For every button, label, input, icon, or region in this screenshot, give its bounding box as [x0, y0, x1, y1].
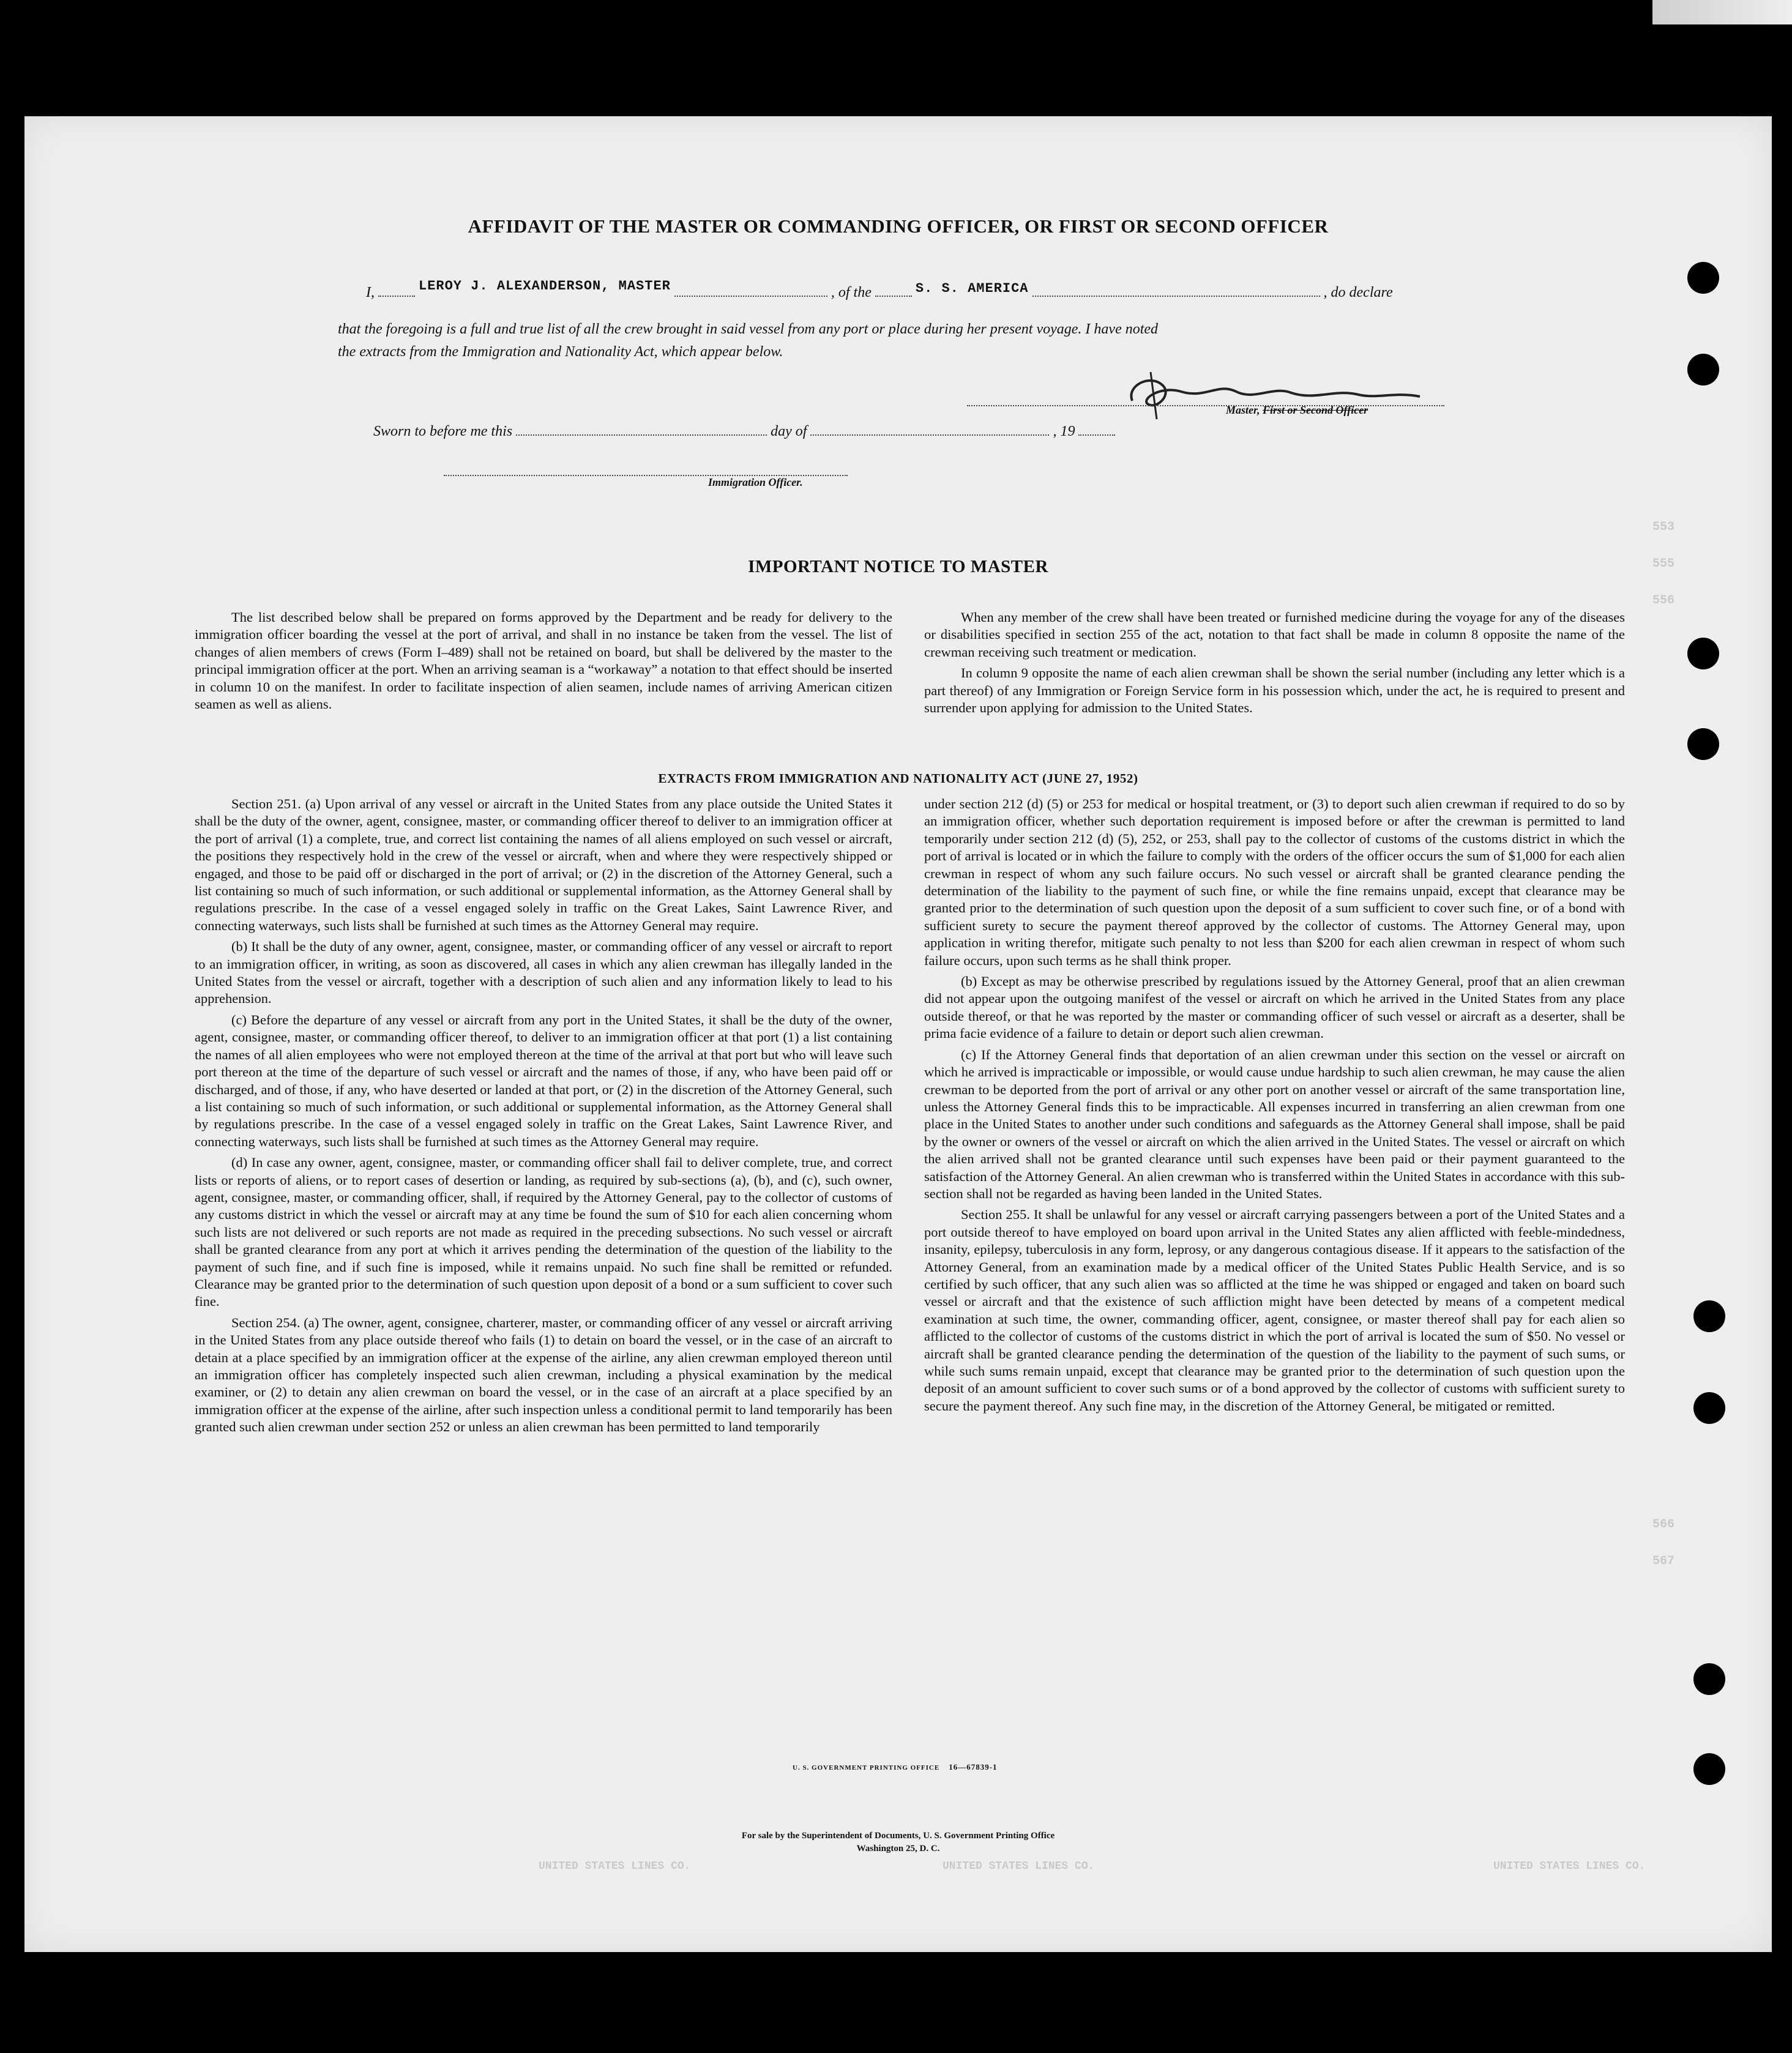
section-251c: (c) Before the departure of any vessel or aircraft from any port in the United States, it shall be the duty of the owner, agent, consignee, master, or commanding officer thereof, to deliver to an immigration officer at that port (1) a list containing the names of all alien employees who were not employed thereon at the time of the arrival at that port but who will leave such port thereon at the time of the departure of such vessel or aircraft and the names of those, if any, who have been paid off or discharged, and of those, if any, who have deserted or landed at that port, or (2) in the discretion of the Attorney General, such a list containing so much of such information, or such additional or supplemental information, as the Attorney General shall by regulations prescribe. In the case of a vessel engaged solely in traffic on the Great Lakes, Saint Lawrence River, and connecting waterways, such lists shall be furnished at such times as the Attorney General may require.	[195, 1012, 892, 1149]
master-name-field: LEROY J. ALEXANDERSON, MASTER	[419, 278, 671, 294]
punch-hole	[1687, 638, 1719, 669]
affidavit-title: AFFIDAVIT OF THE MASTER OR COMMANDING OFFICER, OR FIRST OR SECOND OFFICER	[468, 215, 1329, 237]
do-declare-label: , do declare	[1323, 285, 1393, 300]
statement-line-2: the extracts from the Immigration and Nationality Act, which appear below.	[338, 344, 783, 360]
notice-paragraph: The list described below shall be prepared on forms approved by the Department and be ready for delivery to the immigration officer boarding the vessel at the port of arrival, and shall in no instance be taken from the vessel. The list of changes of alien members of crews (Form I–489) shall not be retained on board, but shall be delivered by the master to the principal immigration officer at the port. When an arriving seaman is a “workaway” a notation to that effect should be inserted in column 10 on the manifest. In order to facilitate inspection of alien seamen, include names of arriving American citizen seamen as well as aliens.	[195, 609, 892, 712]
section-251d: (d) In case any owner, agent, consignee, master, or commanding officer shall fail to deliver complete, true, and correct lists or reports of aliens, or to report cases of desertion or landing, as required by sub-sections (a), (b), and (c), such owner, agent, consignee, master, or commanding officer, shall, if required by the Attorney General, pay to the collector of customs of any customs district in which the vessel or aircraft may at any time be found the sum of $10 for each alien concerning whom such lists are not delivered or such reports are not made as required in the preceding subsections. No such vessel or aircraft shall be granted clearance from any port at which it arrives pending the determination of the question of the liability to the payment of such fine, and if such fine is imposed, while it remains unpaid. No such fine shall be remitted or refunded. Clearance may be granted prior to the determination of such question upon deposit of a bond or a sum sufficient to cover such fine.	[195, 1155, 892, 1310]
gpo-imprint: U. S. GOVERNMENT PRINTING OFFICE 16—67839-1	[793, 1762, 998, 1772]
notice-left-column	[195, 609, 892, 717]
scan-edge-strip	[1652, 0, 1792, 24]
section-254c: (c) If the Attorney General finds that deportation of an alien crewman under this section on the vessel or aircraft on which he arrived is impracticable or impossible, or would cause undue hardship to such alien crewman, he may cause the alien crewman to be deported from the port of arrival or any other port on another vessel or aircraft of the same transportation line, unless the Attorney General finds this to be impracticable. All expenses incurred in transferring an alien crewman from one place in the United States to another under such conditions and safeguards as the Attorney General shall impose, shall be paid by the owner or owners of the vessel or aircraft on which the alien arrived in the United States. The vessel or aircraft on which the alien arrived shall not be granted clearance until such expenses have been paid or their payment guaranteed to the satisfaction of the Attorney General. An alien crewman who is transferred within the United States in accordance with this sub-section shall not be regarded as having been landed in the United States.	[924, 1046, 1625, 1201]
notice-title: IMPORTANT NOTICE TO MASTER	[748, 557, 1048, 576]
section-255: Section 255. It shall be unlawful for any vessel or aircraft carrying passengers between a port of the United States and a port outside thereof to have employed on board upon arrival in the United States any alien afflicted with feeble-mindedness, insanity, epilepsy, tuberculosis in any form, leprosy, or any dangerous contagious disease. If it appears to the satisfaction of the Attorney General, from an examination made by a medical officer of the United States Public Health Service, and is so certified by such officer, that any such alien was so afflicted at the time he was shipped or engaged and taken on board such vessel or aircraft and that the existence of such affliction might have been detected by means of a competent medical examination at such time, the owner, commanding officer, agent, consignee, or master thereof shall pay for each alien so afflicted to the collector of customs of the customs district in which the port of arrival is located the sum of $50. No vessel or aircraft shall be granted clearance pending the determination of the question of the liability to the payment of such sums, or while such sums remain unpaid, except that clearance may be granted prior to the determination of such question upon the deposit of an amount sufficient to cover such sums or of a bond approved by the collector of customs with sufficient surety to secure the payment thereof. Any such fine may, in the discretion of the Attorney General, be mitigated or remitted.	[924, 1207, 1625, 1414]
extracts-right-column	[924, 795, 1625, 1418]
declaration-line	[366, 278, 1393, 301]
section-254a: Section 254. (a) The owner, agent, consignee, charterer, master, or commanding officer of any vessel or aircraft arriving in the United States from any place outside thereof who fails (1) to detain on board the vessel, or in the case of an aircraft to detain at a place specified by an immigration officer at the expense of the airline, any alien crewman employed thereon until an immigration officer has completely inspected such alien crewman, including a physical examination by the medical examiner, or (2) to detain any alien crewman on board the vessel, or in the case of an aircraft at a place specified by an immigration officer at the expense of the airline, after such inspection unless a conditional permit to land temporarily has been granted such alien crewman under section 252 or unless an alien crewman has been permitted to land temporarily	[195, 1314, 892, 1435]
sworn-line	[373, 423, 1115, 440]
i-label: I,	[366, 285, 375, 300]
extracts-title: EXTRACTS FROM IMMIGRATION AND NATIONALITY ACT (JUNE 27, 1952)	[658, 771, 1138, 786]
statement-line-1: that the foregoing is a full and true list of all the crew brought in said vessel from any port or place during her present voyage. I have noted	[338, 321, 1159, 337]
master-signature-label: Master, First or Second Officer	[1226, 404, 1368, 416]
section-251b: (b) It shall be the duty of any owner, agent, consignee, master, or commanding officer of any vessel or aircraft to report to an immigration officer, in writing, as soon as discovered, all cases in which any alien crewman has illegally landed in the United States from the vessel or aircraft, together with a description of such alien and any information likely to lead to his apprehension.	[195, 939, 892, 1007]
extracts-left-column	[195, 795, 892, 1440]
section-254a-continued: under section 212 (d) (5) or 253 for medical or hospital treatment, or (3) to deport such alien crewman if required to do so by an immigration officer, whether such deportation requirement is imposed before or after the crewman is permitted to land temporarily under section 212 (d) (5), 252, or 253, shall pay to the collector of customs of the customs district in which the port of arrival is located or in which the failure to comply with the orders of the officer occurs the sum of $1,000 for each alien crewman in respect of whom any such failure occurs. No such vessel or aircraft shall be granted clearance pending the determination of the liability to the payment of such fine, or while the fine remains unpaid, except that clearance may be granted prior to the determination of such question upon the deposit of a sum sufficient to cover such fine, or of a bond with sufficient surety to secure the payment thereof approved by the collector of customs. The Attorney General may, upon application in writing therefor, mitigate such penalty to not less than $200 for each alien crewman in respect of whom such failure occurs, upon such terms as he shall think proper.	[924, 796, 1625, 968]
punch-hole	[1693, 1753, 1725, 1785]
vessel-name-field: S. S. AMERICA	[915, 281, 1029, 296]
immigration-officer-label: Immigration Officer.	[708, 476, 803, 488]
sworn-label: Sworn to before me this	[373, 423, 513, 439]
form-number: 16—67839-1	[949, 1762, 998, 1772]
of-the-label: , of the	[831, 285, 872, 300]
notice-paragraph: When any member of the crew shall have been treated or furnished medicine during the voyage for any of the diseases or disabilities specified in section 255 of the act, notation to that fact shall be made in column 8 opposite the name of the crewman receiving such treatment or medication.	[924, 609, 1625, 660]
document-page: 553 555 556 566 567 AFFIDAVIT OF THE MASTER OR COMMANDING OFFICER, OR FIRST OR SECOND OFFICER I, LEROY J. ALEXANDERSON, MASTER , of the S. S. AMERICA , do declare that the foregoing is a full and true list of all the crew brought in said vessel from any port or place during her present voyage. I have noted the extracts from the Immigration and Nationality Act, which appear below. Master, First or Second Officer Sworn to before me this day of , 19 Immigration Officer. IMPORTANT NOTICE TO MASTER The list described below shall be prepared on forms approved by the Department and be ready for delivery to the immigration officer boarding the vessel at the port of arrival, and shall in no instance be taken from the vessel. The list of changes of alien members of crews (Form I–489) shall not be retained on board, but shall be delivered by the master to the principal immigration officer at the port. When an arriving seaman is a “workaway” a notation to that effect should be inserted in column 10 on the manifest. In order to facilitate inspection of alien seamen, include names of arriving American citizen seamen as well as aliens. When any member of the crew shall have been treated or furnished medicine during the voyage for any of the diseases or disabilities specified in section 255 of the act, notation to that fact shall be made in column 8 opposite the name of the crewman receiving such treatment or medication. In column 9 opposite the name of each alien crewman shall be shown the serial number (including any letter which is a part thereof) of any Immigration or Foreign Service form in his possession which, under the act, he is required to present and surrender upon applying for admission to the United States. EXTRACTS FROM IMMIGRATION AND NATIONALITY ACT (JUNE 27, 1952) Section 251. (a) Upon arrival of any vessel or aircraft in the United States from any place outside the United States it shall be the duty of the owner, agent, consignee, master, or commanding officer thereof to deliver to an immigration officer at the port of arrival (1) a complete, true, and correct list containing the names of all aliens employed on such vessel or aircraft, the positions they respectively hold in the crew of the vessel or aircraft, when and where they were respectively shipped or engaged, and those to be paid off or discharged in the port of arrival; or (2) in the discretion of the Attorney General, such a list containing so much of such information, or such additional or supplemental information, as the Attorney General shall by regulations prescribe. In the case of a vessel engaged solely in traffic on the Great Lakes, Saint Lawrence River, and connecting waterways, such lists shall be furnished at such times as the Attorney General may require. (b) It shall be the duty of any owner, agent, consignee, master, or commanding officer of any vessel or aircraft to report to an immigration officer, in writing, as soon as discovered, all cases in which any alien crewman has illegally landed in the United States from the vessel or aircraft, together with a description of such alien and any information likely to lead to his apprehension. (c) Before the departure of any vessel or aircraft from any port in the United States, it shall be the duty of the owner, agent, consignee, master, or commanding officer thereof, to deliver to an immigration officer at that port (1) a list containing the names of all alien employees who were not employed thereon at the time of the arrival at that port but who will leave such port thereon at the time of the departure of such vessel or aircraft and the names of those, if any, who have been paid off or discharged, and of those, if any, who have deserted or landed at that port, or (2) in the discretion of the Attorney General, such a list containing so much of such information, or such additional or supplemental information, as the Attorney General shall by regulations prescribe. In the case of a vessel engaged solely in traffic on the Great Lakes, Saint Lawrence River, and connecting waterways, such lists shall be furnished at such times as the Attorney General may require. (d) In case any owner, agent, consignee, master, or commanding officer shall fail to deliver complete, true, and correct lists or reports of aliens, or to report cases of desertion or landing, as required by sub-sections (a), (b), and (c), such owner, agent, consignee, master, or commanding officer, shall, if required by the Attorney General, pay to the collector of customs of any customs district in which the vessel or aircraft may at any time be found the sum of $10 for each alien concerning whom such lists are not delivered or such reports are not made as required in the preceding subsections. No such vessel or aircraft shall be granted clearance from any port at which it arrives pending the determination of the question of the liability to the payment of such fine, and if such fine is imposed, while it remains unpaid. No such fine shall be remitted or refunded. Clearance may be granted prior to the determination of such question upon deposit of a bond or a sum sufficient to cover such fine. Section 254. (a) The owner, agent, consignee, charterer, master, or commanding officer of any vessel or aircraft arriving in the United States from any place outside thereof who fails (1) to detain on board the vessel, or in the case of an aircraft to detain at a place specified by an immigration officer at the expense of the airline, any alien crewman employed thereon until an immigration officer has completely inspected such alien crewman, including a physical examination by the medical examiner, or (2) to detain any alien crewman on board the vessel, or in the case of an aircraft at a place specified by an immigration officer at the expense of the airline, after such inspection unless a conditional permit to land temporarily has been granted such alien crewman under section 252 or unless an alien crewman has been permitted to land temporarily under section 212 (d) (5) or 253 for medical or hospital treatment, or (3) to deport such alien crewman if required to do so by an immigration officer, whether such deportation requirement is imposed before or after the crewman is permitted to land temporarily under section 212 (d) (5), 252, or 253, shall pay to the collector of customs of the customs district in which the port of arrival is located or in which the failure to comply with the orders of the officer occurs the sum of $1,000 for each alien crewman in respect of whom any such failure occurs. No such vessel or aircraft shall be granted clearance pending the determination of the liability to the payment of such fine, or while the fine remains unpaid, except that clearance may be granted prior to the determination of such question upon the deposit of a sum sufficient to cover such fine, or of a bond with sufficient surety to secure the payment thereof approved by the collector of customs. The Attorney General may, upon application in writing therefor, mitigate such penalty to not less than $200 for each alien crewman in respect of whom such failure occurs, upon such terms as he shall think proper. (b) Except as may be otherwise prescribed by regulations issued by the Attorney General, proof that an alien crewman did not appear upon the outgoing manifest of the vessel or aircraft on which he arrived in the United States from any place outside thereof, or that he was reported by the master or commanding officer of such vessel or aircraft as a deserter, shall be prima facie evidence of a failure to detain or deport such alien crewman. (c) If the Attorney General finds that deportation of an alien crewman under this section on the vessel or aircraft on which he arrived is impracticable or impossible, or would cause undue hardship to such alien crewman, he may cause the alien crewman to be deported from the port of arrival or any other port on another vessel or aircraft of the same transportation line, unless the Attorney General finds this to be impracticable. All expenses incurred in transferring an alien crewman from one place in the United States to another under such conditions and safeguards as the Attorney General shall impose, shall be paid by the owner or owners of the vessel or aircraft on which the alien arrived in the United States. The vessel or aircraft on which the alien arrived shall not be granted clearance until such expenses have been paid or their payment guaranteed to the satisfaction of the Attorney General. An alien crewman who is transferred within the United States in accordance with this sub-section shall not be regarded as having been landed in the United States. Section 255. It shall be unlawful for any vessel or aircraft carrying passengers between a port of the United States and a port outside thereof to have employed on board upon arrival in the United States any alien afflicted with feeble-mindedness, insanity, epilepsy, tuberculosis in any form, leprosy, or any dangerous contagious disease. If it appears to the satisfaction of the Attorney General, from an examination made by a medical officer of the United States Public Health Service, and is so certified by such officer, that any such alien was so afflicted at the time he was shipped or engaged and taken on board such vessel or aircraft and that the existence of such affliction might have been detected by means of a competent medical examination at such time, the owner, commanding officer, agent, consignee, or master thereof shall pay for each alien so afflicted to the collector of customs of the customs district in which the port of arrival is located the sum of $50. No vessel or aircraft shall be granted clearance pending the determination of the question of the liability to the payment of such sums, or while such sums remain unpaid, except that clearance may be granted prior to the determination of such question upon the deposit of an amount sufficient to cover such sums or of a bond approved by the collector of customs with sufficient surety to secure the payment thereof. Any such fine may, in the discretion of the Attorney General, be mitigated or remitted. U. S. GOVERNMENT PRINTING OFFICE 16—67839-1 For sale by the Superintendent of Documents, U. S. Government Printing Office Washington 25, D. C. UNITED STATES LINES CO. UNITED STATES LINES CO. UNITED STATES LINES CO.	[24, 116, 1772, 1952]
punch-hole	[1693, 1392, 1725, 1424]
notice-right-column	[924, 609, 1625, 720]
punch-hole	[1687, 354, 1719, 386]
punch-hole	[1687, 728, 1719, 760]
punch-hole	[1687, 262, 1719, 294]
day-of-label: day of	[771, 423, 807, 439]
section-251a: Section 251. (a) Upon arrival of any vessel or aircraft in the United States from any place outside the United States it shall be the duty of the owner, agent, consignee, master, or commanding officer thereof to deliver to an immigration officer at the port of arrival (1) a complete, true, and correct list containing the names of all aliens employed on such vessel or aircraft, the positions they respectively hold in the crew of the vessel or aircraft, when and where they were respectively shipped or engaged, and those to be paid off or discharged in the port of arrival; or (2) in the discretion of the Attorney General, such a list containing so much of such information, or such additional or supplemental information, as the Attorney General shall by regulations prescribe. In the case of a vessel engaged solely in traffic on the Great Lakes, Saint Lawrence River, and connecting waterways, such lists shall be furnished at such times as the Attorney General may require.	[195, 796, 892, 933]
punch-hole	[1693, 1300, 1725, 1332]
section-254b: (b) Except as may be otherwise prescribed by regulations issued by the Attorney General, proof that an alien crewman did not appear upon the outgoing manifest of the vessel or aircraft on which he arrived in the United States from any place outside thereof, or that he was reported by the master or commanding officer of such vessel or aircraft as a deserter, shall be prima facie evidence of a failure to detain or deport such alien crewman.	[924, 974, 1625, 1041]
year-label: , 19	[1053, 423, 1075, 439]
notice-paragraph: In column 9 opposite the name of each alien crewman shall be shown the serial number (including any letter which is a part thereof) of any Immigration or Foreign Service form in his possession which, under the act, he is required to present and surrender upon applying for admission to the United States.	[924, 665, 1625, 716]
punch-hole	[1693, 1663, 1725, 1695]
for-sale-notice: For sale by the Superintendent of Documents, U. S. Government Printing Office Washington 25, D. C.	[741, 1831, 1055, 1854]
